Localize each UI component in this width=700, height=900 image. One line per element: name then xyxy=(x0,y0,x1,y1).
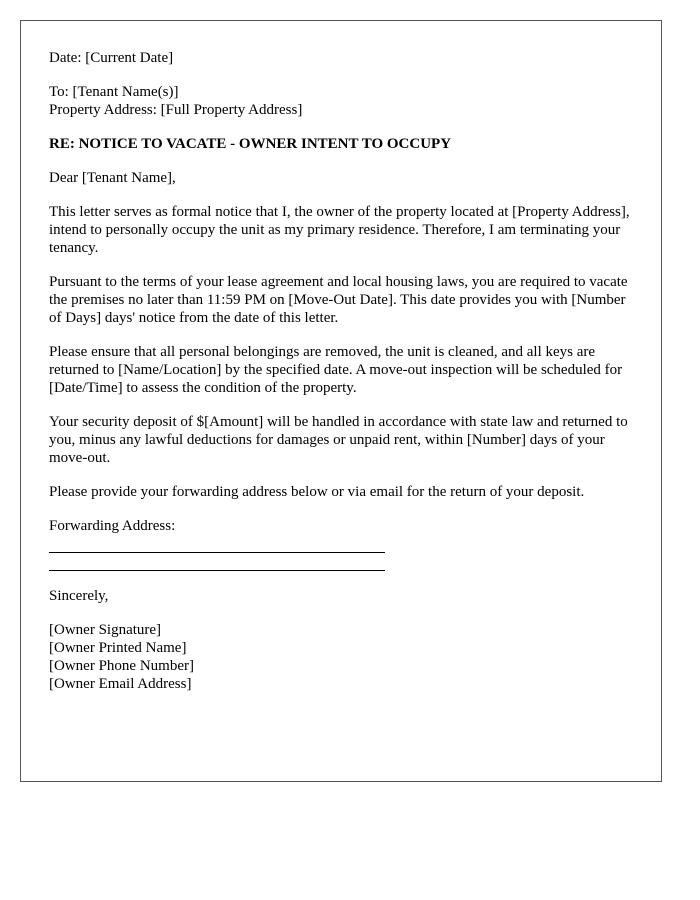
subject-line: RE: NOTICE TO VACATE - OWNER INTENT TO OCCUPY xyxy=(49,136,452,152)
forwarding-address-line-1 xyxy=(49,535,385,553)
property-address-line: Property Address: [Full Property Address] xyxy=(49,102,303,118)
owner-signature: [Owner Signature] xyxy=(49,622,162,638)
signature-block xyxy=(49,621,633,693)
owner-email: [Owner Email Address] xyxy=(49,676,192,692)
paragraph-move-out-date: Pursuant to the terms of your lease agreement and local housing laws, you are required to vacate the premises no later than 11:59 PM on [Move-Out Date]. This date provides you with [Number of Days] days' notice from the date of this letter. xyxy=(49,274,628,326)
forwarding-address-label: Forwarding Address: xyxy=(49,518,176,534)
forwarding-address-line-2 xyxy=(49,553,385,571)
recipient-line: To: [Tenant Name(s)] xyxy=(49,84,179,100)
owner-phone: [Owner Phone Number] xyxy=(49,658,194,674)
owner-printed-name: [Owner Printed Name] xyxy=(49,640,187,656)
paragraph-security-deposit: Your security deposit of $[Amount] will be handled in accordance with state law and returned to you, minus any lawful deductions for damages or unpaid rent, within [Number] days of your move-out. xyxy=(49,414,628,466)
paragraph-notice: This letter serves as formal notice that I, the owner of the property located at [Property Address], intend to personally occupy the unit as my primary residence. Therefore, I am terminating your tenancy. xyxy=(49,204,630,256)
paragraph-forwarding-request: Please provide your forwarding address below or via email for the return of your deposit. xyxy=(49,484,585,500)
forwarding-address-block xyxy=(49,517,633,571)
letter-page xyxy=(20,20,662,782)
date-line: Date: [Current Date] xyxy=(49,50,174,66)
closing: Sincerely, xyxy=(49,588,109,604)
paragraph-keys-inspection: Please ensure that all personal belongings are removed, the unit is cleaned, and all keys are returned to [Name/Location] by the specified date. A move-out inspection will be scheduled for [Date/Time] to assess the condition of the property. xyxy=(49,344,623,396)
salutation: Dear [Tenant Name], xyxy=(49,170,176,186)
recipient-block xyxy=(49,83,633,119)
